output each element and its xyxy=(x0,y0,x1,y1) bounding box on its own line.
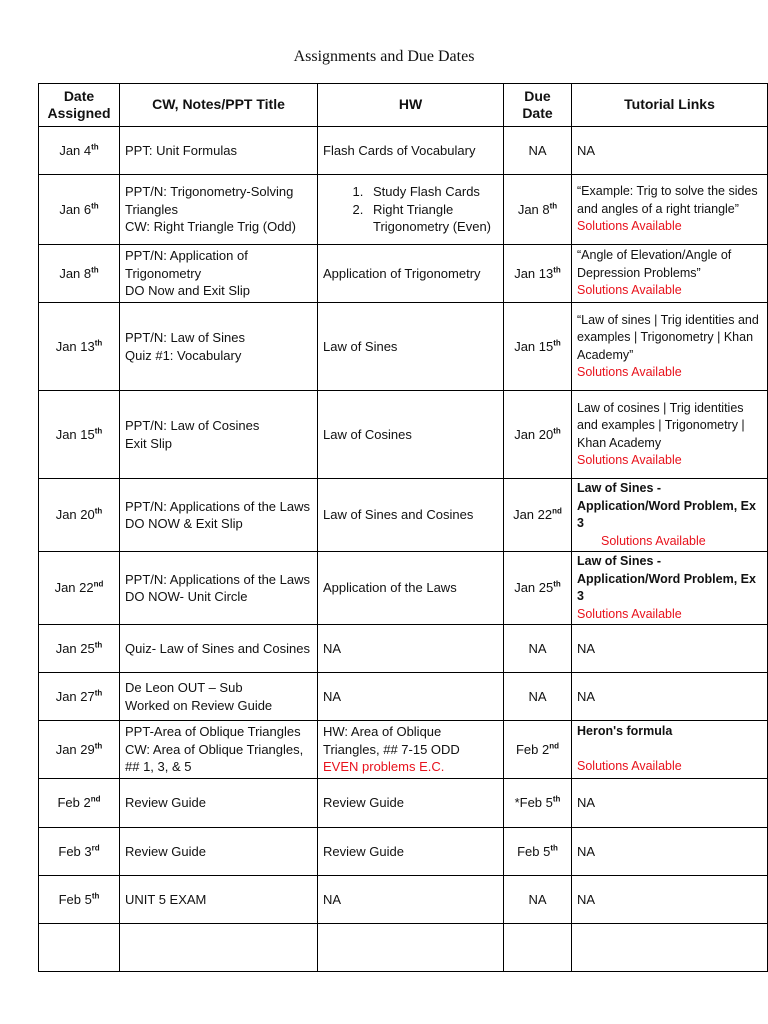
hw-cell xyxy=(318,625,504,673)
title-cell xyxy=(120,391,318,479)
title-line: PPT/N: Applications of the Laws xyxy=(125,571,310,587)
due-date-suffix: th xyxy=(553,338,561,348)
date-assigned xyxy=(39,175,120,245)
table-row xyxy=(39,721,768,779)
date-assigned xyxy=(39,127,120,175)
title-cell xyxy=(120,479,318,552)
hw-cell xyxy=(318,175,504,245)
title-cell xyxy=(120,552,318,625)
table-row xyxy=(39,552,768,625)
due-date-text: Jan 15 xyxy=(514,338,554,354)
empty-cell xyxy=(39,924,120,972)
hw-line: HW: Area of Oblique Triangles, ## 7-15 ODD xyxy=(323,724,460,757)
due-date-text: Jan 13 xyxy=(514,265,554,281)
due-date xyxy=(504,391,572,479)
due-date-text: NA xyxy=(528,688,547,704)
tutorial-link[interactable]: NA xyxy=(577,142,596,158)
solutions-available-link[interactable]: Solutions Available xyxy=(577,283,682,298)
tutorial-link[interactable]: “Example: Trig to solve the sides and angles of a right triangle” xyxy=(577,184,758,216)
table-row xyxy=(39,127,768,175)
tutorial-link[interactable]: “Angle of Elevation/Angle of Depression Problems” xyxy=(577,248,732,280)
hw-cell xyxy=(318,828,504,876)
header-row xyxy=(39,84,768,127)
title-line: Review Guide xyxy=(125,795,206,811)
date-assigned-text: Feb 5 xyxy=(58,891,92,907)
title-cell xyxy=(120,245,318,303)
table-row xyxy=(39,828,768,876)
header-tutorial-links: Tutorial Links xyxy=(572,84,768,127)
due-date-text: Jan 25 xyxy=(514,580,554,596)
date-assigned-suffix: nd xyxy=(90,794,101,804)
due-date xyxy=(504,721,572,779)
hw-line: Application of Trigonometry xyxy=(323,265,481,281)
due-date-suffix: th xyxy=(553,426,561,436)
tutorial-link[interactable]: “Law of sines | Trig identities and examples | Trigonometry | Khan Academy” xyxy=(577,312,759,362)
date-assigned-suffix: th xyxy=(91,891,100,901)
title-line: PPT/N: Trigonometry-Solving Triangles xyxy=(125,184,294,217)
date-assigned-text: Jan 15 xyxy=(55,426,95,442)
date-assigned-text: Feb 2 xyxy=(57,795,91,811)
date-assigned xyxy=(39,391,120,479)
date-assigned xyxy=(39,625,120,673)
spacer xyxy=(577,741,762,759)
date-assigned-text: Feb 3 xyxy=(58,843,92,859)
date-assigned-suffix: th xyxy=(91,265,99,275)
tutorial-cell xyxy=(572,127,768,175)
date-assigned-suffix: th xyxy=(91,201,99,211)
date-assigned-suffix: th xyxy=(94,640,103,650)
tutorial-cell xyxy=(572,779,768,828)
tutorial-link[interactable]: Heron's formula xyxy=(577,724,673,738)
table-row xyxy=(39,391,768,479)
title-line: PPT: Unit Formulas xyxy=(125,142,237,158)
tutorial-cell xyxy=(572,876,768,924)
due-date-text: Jan 8 xyxy=(517,201,550,217)
due-date xyxy=(504,303,572,391)
title-line: UNIT 5 EXAM xyxy=(125,891,207,907)
date-assigned-suffix: rd xyxy=(91,843,100,853)
table-row xyxy=(39,876,768,924)
tutorial-cell xyxy=(572,303,768,391)
due-date-text: NA xyxy=(528,142,547,158)
solutions-available-link[interactable]: Solutions Available xyxy=(577,219,682,234)
title-line: De Leon OUT – Sub xyxy=(125,680,243,695)
due-date xyxy=(504,779,572,828)
hw-line: Review Guide xyxy=(323,795,404,811)
table-row xyxy=(39,245,768,303)
tutorial-cell xyxy=(572,391,768,479)
table-row xyxy=(39,175,768,245)
date-assigned-suffix: th xyxy=(94,741,103,751)
table-row xyxy=(39,779,768,828)
title-cell xyxy=(120,175,318,245)
date-assigned-text: Jan 20 xyxy=(55,507,95,523)
title-line: DO NOW & Exit Slip xyxy=(125,516,243,531)
due-date-text: Feb 2 xyxy=(515,741,550,757)
hw-cell xyxy=(318,479,504,552)
due-date-text: Feb 5 xyxy=(517,843,551,859)
hw-cell xyxy=(318,876,504,924)
date-assigned xyxy=(39,828,120,876)
due-date xyxy=(504,479,572,552)
empty-cell xyxy=(120,924,318,972)
solutions-available-link[interactable]: Solutions Available xyxy=(601,533,706,548)
date-assigned xyxy=(39,552,120,625)
due-date-text: NA xyxy=(528,640,547,656)
date-assigned-suffix: th xyxy=(91,142,99,152)
hw-line: NA xyxy=(323,891,342,907)
date-assigned-suffix: nd xyxy=(93,579,104,589)
title-line: Review Guide xyxy=(125,843,206,859)
solutions-available-link[interactable]: Solutions Available xyxy=(577,759,682,773)
hw-extra-credit: EVEN problems E.C. xyxy=(323,759,445,775)
date-assigned xyxy=(39,721,120,779)
title-cell xyxy=(120,625,318,673)
empty-cell xyxy=(504,924,572,972)
date-assigned-text: Jan 8 xyxy=(59,265,92,281)
title-line: Worked on Review Guide xyxy=(125,697,273,713)
hw-cell xyxy=(318,673,504,721)
date-assigned-suffix: th xyxy=(94,688,103,698)
title-line: Exit Slip xyxy=(125,435,172,451)
title-cell xyxy=(120,828,318,876)
title-line: Quiz- Law of Sines and Cosines xyxy=(125,640,310,656)
tutorial-cell xyxy=(572,721,768,779)
hw-line: Application of the Laws xyxy=(323,580,457,596)
title-line: PPT-Area of Oblique Triangles xyxy=(125,724,301,740)
title-cell xyxy=(120,876,318,924)
tutorial-cell xyxy=(572,625,768,673)
date-assigned xyxy=(39,303,120,391)
tutorial-link[interactable]: NA xyxy=(577,688,596,704)
hw-cell xyxy=(318,552,504,625)
tutorial-cell xyxy=(572,245,768,303)
solutions-available-link[interactable]: Solutions Available xyxy=(577,365,682,379)
due-date-suffix: th xyxy=(553,265,561,275)
title-line: PPT/N: Law of Sines xyxy=(125,330,245,345)
hw-cell xyxy=(318,391,504,479)
date-assigned xyxy=(39,673,120,721)
tutorial-link[interactable]: Law of Sines - Application/Word Problem, Ex 3 xyxy=(577,481,756,530)
hw-line: Law of Sines xyxy=(323,338,398,354)
due-date xyxy=(504,552,572,625)
hw-line: NA xyxy=(323,640,342,656)
header-title: CW, Notes/PPT Title xyxy=(120,84,318,127)
hw-cell xyxy=(318,245,504,303)
due-date-text: Jan 22 xyxy=(513,507,553,523)
hw-cell xyxy=(318,779,504,828)
title-line: PPT/N: Applications of the Laws xyxy=(125,498,310,514)
hw-cell xyxy=(318,303,504,391)
due-date-text: Jan 20 xyxy=(514,426,554,442)
tutorial-cell xyxy=(572,479,768,552)
header-date-assigned: Date Assigned xyxy=(39,84,120,127)
table-row xyxy=(39,303,768,391)
due-date xyxy=(504,673,572,721)
due-date-suffix: nd xyxy=(552,506,562,516)
tutorial-cell xyxy=(572,828,768,876)
date-assigned xyxy=(39,779,120,828)
empty-cell xyxy=(572,924,768,972)
header-hw: HW xyxy=(318,84,504,127)
hw-list xyxy=(323,183,498,236)
title-cell xyxy=(120,303,318,391)
date-assigned-text: Jan 6 xyxy=(59,201,92,217)
table-row xyxy=(39,673,768,721)
date-assigned-suffix: th xyxy=(94,338,103,348)
hw-cell xyxy=(318,127,504,175)
date-assigned-text: Jan 29 xyxy=(55,741,95,757)
due-date-suffix: th xyxy=(549,201,558,211)
title-cell xyxy=(120,127,318,175)
due-date-text: NA xyxy=(528,891,547,907)
date-assigned-suffix: th xyxy=(94,506,103,516)
date-assigned-suffix: th xyxy=(94,426,103,436)
due-date-suffix: th xyxy=(553,579,561,589)
due-date-text: *Feb 5 xyxy=(514,795,553,811)
title-line: Quiz #1: Vocabulary xyxy=(125,347,242,363)
hw-list-item: 1. Study Flash Cards xyxy=(367,183,498,201)
title-line: PPT/N: Law of Cosines xyxy=(125,418,260,433)
date-assigned xyxy=(39,479,120,552)
tutorial-link[interactable]: NA xyxy=(577,891,596,907)
hw-line: Law of Cosines xyxy=(323,426,412,442)
assignments-table xyxy=(38,83,768,972)
hw-line: Flash Cards of Vocabulary xyxy=(323,142,476,158)
title-cell xyxy=(120,721,318,779)
date-assigned-text: Jan 4 xyxy=(59,142,92,158)
tutorial-cell xyxy=(572,175,768,245)
due-date-suffix: nd xyxy=(549,741,560,751)
due-date-suffix: th xyxy=(552,794,561,804)
title-line: DO NOW- Unit Circle xyxy=(125,589,248,604)
due-date xyxy=(504,175,572,245)
due-date xyxy=(504,828,572,876)
hw-cell xyxy=(318,721,504,779)
title-line: PPT/N: Application of Trigonometry xyxy=(125,248,248,281)
date-assigned-text: Jan 22 xyxy=(54,580,94,596)
due-date xyxy=(504,625,572,673)
hw-list-item: 2. Right Triangle Trigonometry (Even) xyxy=(367,201,498,236)
tutorial-cell xyxy=(572,552,768,625)
solutions-available-link[interactable]: Solutions Available xyxy=(577,453,682,467)
empty-row xyxy=(39,924,768,972)
page-title: Assignments and Due Dates xyxy=(293,48,475,65)
solutions-available-link[interactable]: Solutions Available xyxy=(577,606,682,621)
hw-line: Law of Sines and Cosines xyxy=(323,507,474,523)
empty-cell xyxy=(318,924,504,972)
title-cell xyxy=(120,673,318,721)
header-due-date: Due Date xyxy=(504,84,572,127)
due-date xyxy=(504,245,572,303)
date-assigned-text: Jan 13 xyxy=(55,338,95,354)
hw-line: Review Guide xyxy=(323,843,404,859)
due-date-suffix: th xyxy=(550,843,558,853)
due-date xyxy=(504,876,572,924)
hw-line: NA xyxy=(323,688,342,704)
tutorial-link[interactable]: Law of Sines - Application/Word Problem, Ex 3 xyxy=(577,554,756,603)
title-line: DO Now and Exit Slip xyxy=(125,283,250,299)
tutorial-cell xyxy=(572,673,768,721)
date-assigned xyxy=(39,245,120,303)
date-assigned-text: Jan 25 xyxy=(55,640,95,656)
title-line: CW: Area of Oblique Triangles, ## 1, 3, & 5 xyxy=(125,741,304,775)
tutorial-link[interactable]: NA xyxy=(577,843,596,859)
due-date xyxy=(504,127,572,175)
tutorial-link[interactable]: NA xyxy=(577,795,596,811)
date-assigned-text: Jan 27 xyxy=(55,688,95,704)
tutorial-link[interactable]: Law of cosines | Trig identities and examples | Trigonometry | Khan Academy xyxy=(577,400,745,450)
table-row xyxy=(39,625,768,673)
date-assigned xyxy=(39,876,120,924)
tutorial-link[interactable]: NA xyxy=(577,640,596,656)
title-cell xyxy=(120,779,318,828)
title-line: CW: Right Triangle Trig (Odd) xyxy=(125,219,296,235)
table-row xyxy=(39,479,768,552)
